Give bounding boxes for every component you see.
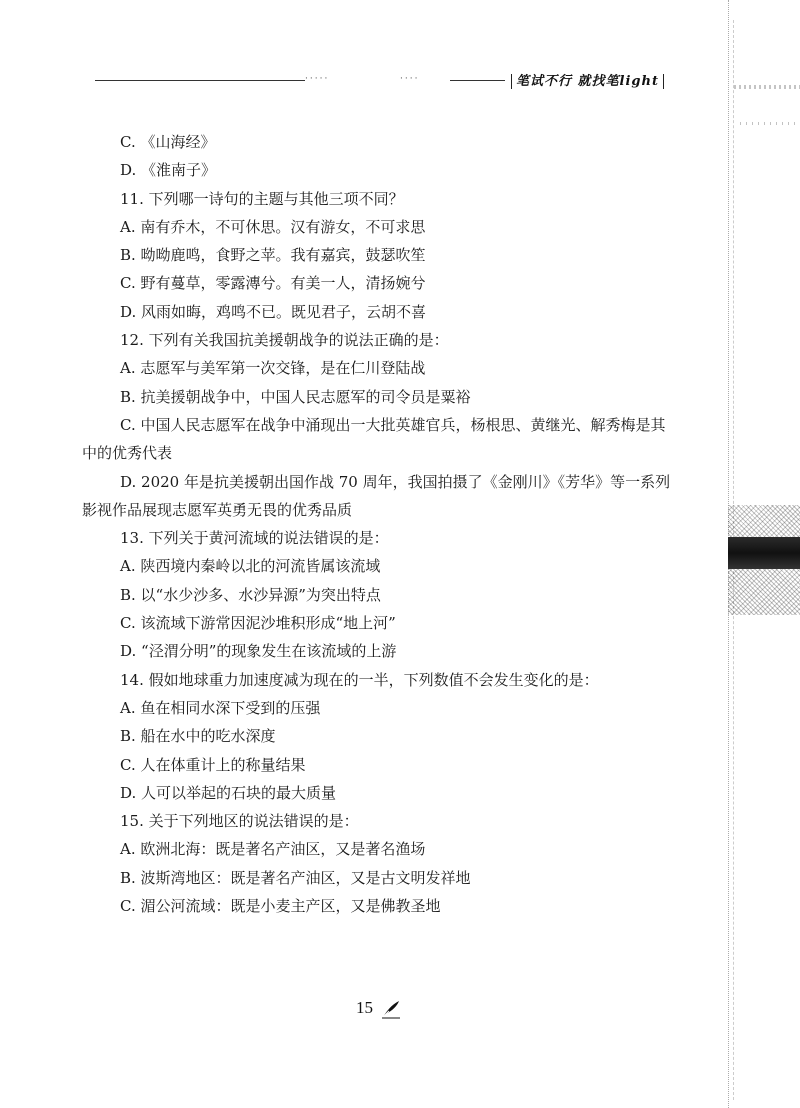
option-line: A. 陕西境内秦岭以北的河流皆属该流域 — [120, 557, 381, 576]
header-divider — [663, 74, 664, 89]
header-slogan — [507, 70, 668, 89]
option-line: C. 该流域下游常因泥沙堆积形成“地上河” — [120, 614, 396, 633]
option-line: B. 以“水少沙多、水沙异源”为突出特点 — [120, 585, 381, 604]
question-stem: 11. 下列哪一诗句的主题与其他三项不同？ — [120, 189, 404, 208]
question-stem: 13. 下列关于黄河流域的说法错误的是： — [120, 529, 389, 548]
question-stem: 14. 假如地球重力加速度减为现在的一半，下列数值不会发生变化的是： — [120, 670, 599, 689]
option-line: B. 呦呦鹿鸣，食野之苹。我有嘉宾，鼓瑟吹笙 — [120, 246, 426, 265]
header-divider — [511, 74, 512, 89]
option-line: C. 《山海经》 — [120, 133, 216, 151]
scan-artifact — [734, 85, 800, 89]
option-line: D. 人可以举起的石块的最大质量 — [120, 783, 337, 802]
option-line: C. 湄公河流域：既是小麦主产区，又是佛教圣地 — [120, 897, 441, 916]
header-dots: ···· — [400, 74, 420, 84]
option-line: D. 风雨如晦，鸡鸣不已。既见君子，云胡不喜 — [120, 302, 427, 321]
scan-artifact — [728, 537, 800, 569]
quill-pen-icon — [381, 999, 401, 1019]
page-number: 15 — [356, 998, 373, 1017]
option-line: A. 志愿军与美军第一次交锋，是在仁川登陆战 — [120, 359, 426, 378]
option-line: C. 中国人民志愿军在战争中涌现出一大批英雄官兵，杨根思、黄继光、解秀梅是其中的优秀代表 — [82, 415, 666, 463]
question-stem: 12. 下列有关我国抗美援朝战争的说法正确的是： — [120, 331, 449, 350]
option-line: B. 波斯湾地区：既是著名产油区，又是古文明发祥地 — [120, 868, 471, 887]
option-line: C. 人在体重计上的称量结果 — [120, 755, 306, 774]
header-dots: ····· — [305, 74, 330, 84]
header-rule — [95, 80, 305, 81]
option-line: A. 南有乔木，不可休思。汉有游女，不可求思 — [120, 217, 426, 236]
option-line: D. 《淮南子》 — [120, 161, 217, 180]
option-line: A. 鱼在相同水深下受到的压强 — [120, 698, 321, 717]
question-stem: 15. 关于下列地区的说法错误的是： — [120, 812, 359, 831]
option-line: C. 野有蔓草，零露漙兮。有美一人，清扬婉兮 — [120, 274, 426, 293]
header-rule — [450, 80, 505, 81]
option-line: B. 船在水中的吃水深度 — [120, 727, 276, 746]
option-line: B. 抗美援朝战争中，中国人民志愿军的司令员是粟裕 — [120, 387, 471, 406]
question-content — [82, 128, 672, 920]
option-line: D. 2020 年是抗美援朝出国作战 70 周年，我国拍摄了《金刚川》《芳华》等一系列影视作品展现志愿军英勇无畏的优秀品质 — [82, 472, 671, 519]
option-line: D. “泾渭分明”的现象发生在该流域的上游 — [120, 642, 397, 661]
header-slogan-text: 笔试不行 就找笔light — [516, 74, 659, 89]
option-line: A. 欧洲北海：既是著名产油区，又是著名渔场 — [120, 840, 426, 859]
scan-artifact — [740, 122, 800, 125]
